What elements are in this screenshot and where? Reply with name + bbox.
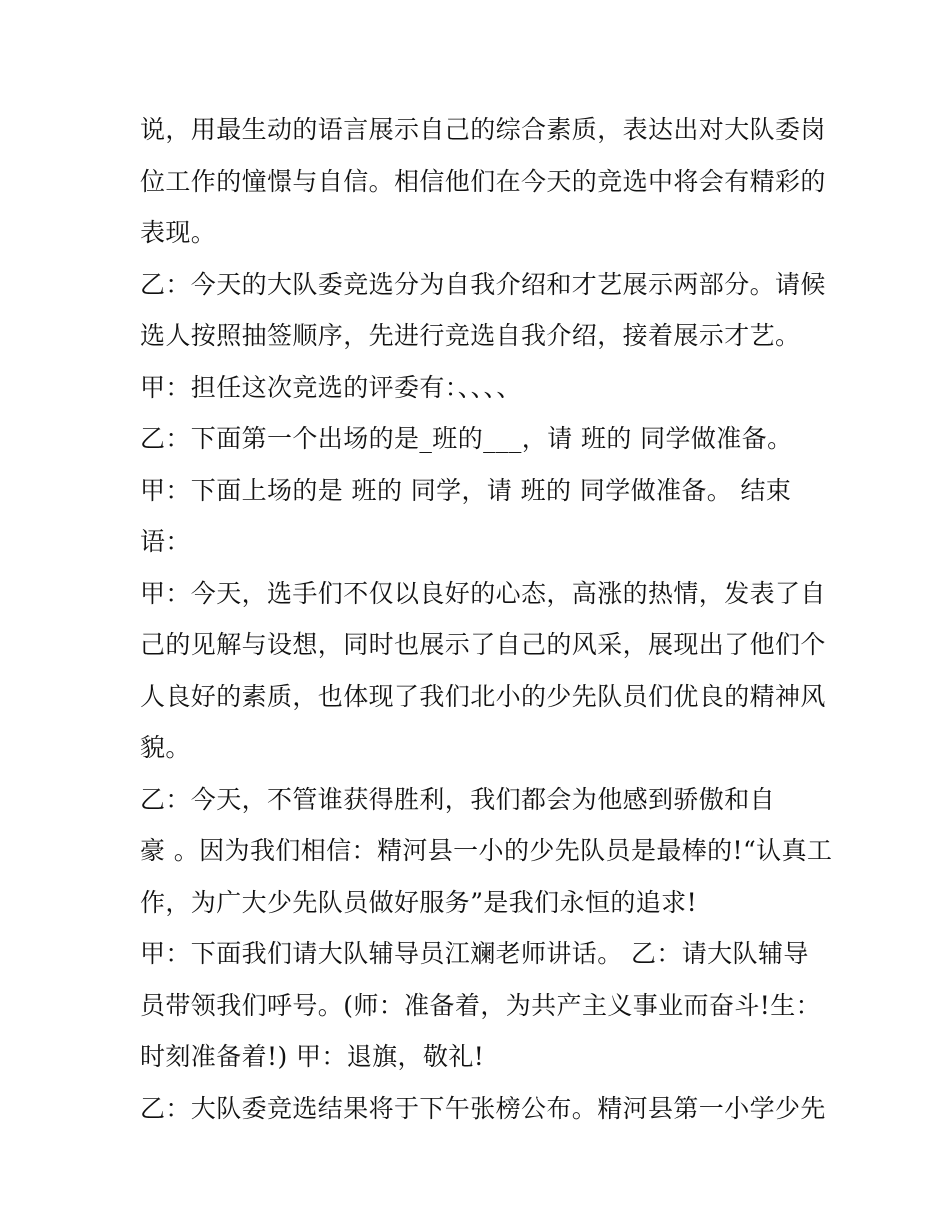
text-line: 豪 。因为我们相信：精河县一小的少先队员是最棒的!“认真工 — [140, 836, 833, 865]
text-line: 乙：今天，不管谁获得胜利，我们都会为他感到骄傲和自 — [140, 784, 776, 814]
text-line: 乙：下面第一个出场的是_班的___，请 班的 同学做准备。 — [140, 424, 793, 453]
text-line: 貌。 — [140, 733, 191, 762]
text-line: 语： — [140, 527, 191, 556]
text-line: 甲：担任这次竞选的评委有：、、、、 — [140, 372, 522, 402]
text-line: 作，为广大少先队员做好服务”是我们永恒的追求! — [140, 887, 698, 917]
text-line: 说，用最生动的语言展示自己的综合素质，表达出对大队委岗 — [140, 115, 826, 144]
text-line: 甲：下面我们请大队辅导员江斓老师讲话。 乙：请大队辅导 — [140, 939, 809, 968]
text-line: 乙：今天的大队委竞选分为自我介绍和才艺展示两部分。请候 — [140, 269, 826, 299]
text-line: 甲：下面上场的是 班的 同学，请 班的 同学做准备。 结束 — [140, 475, 792, 505]
document-body — [140, 104, 833, 1134]
text-line: 甲：今天，选手们不仅以良好的心态，高涨的热情，发表了自 — [140, 578, 826, 608]
text-line: 选人按照抽签顺序，先进行竞选自我介绍，接着展示才艺。 — [140, 321, 801, 350]
text-line: 乙：大队委竞选结果将于下午张榜公布。精河县第一小学少先 — [140, 1093, 826, 1123]
text-line: 位工作的憧憬与自信。相信他们在今天的竞选中将会有精彩的 — [140, 166, 826, 196]
text-line: 员带领我们呼号。(师：准备着，为共产主义事业而奋斗!生： — [140, 990, 822, 1020]
text-line: 表现。 — [140, 218, 217, 247]
text-line: 时刻准备着!) 甲：退旗，敬礼! — [140, 1042, 485, 1071]
text-line: 己的见解与设想，同时也展示了自己的风采，展现出了他们个 — [140, 630, 826, 659]
text-line: 人良好的素质，也体现了我们北小的少先队员们优良的精神风 — [140, 681, 826, 711]
